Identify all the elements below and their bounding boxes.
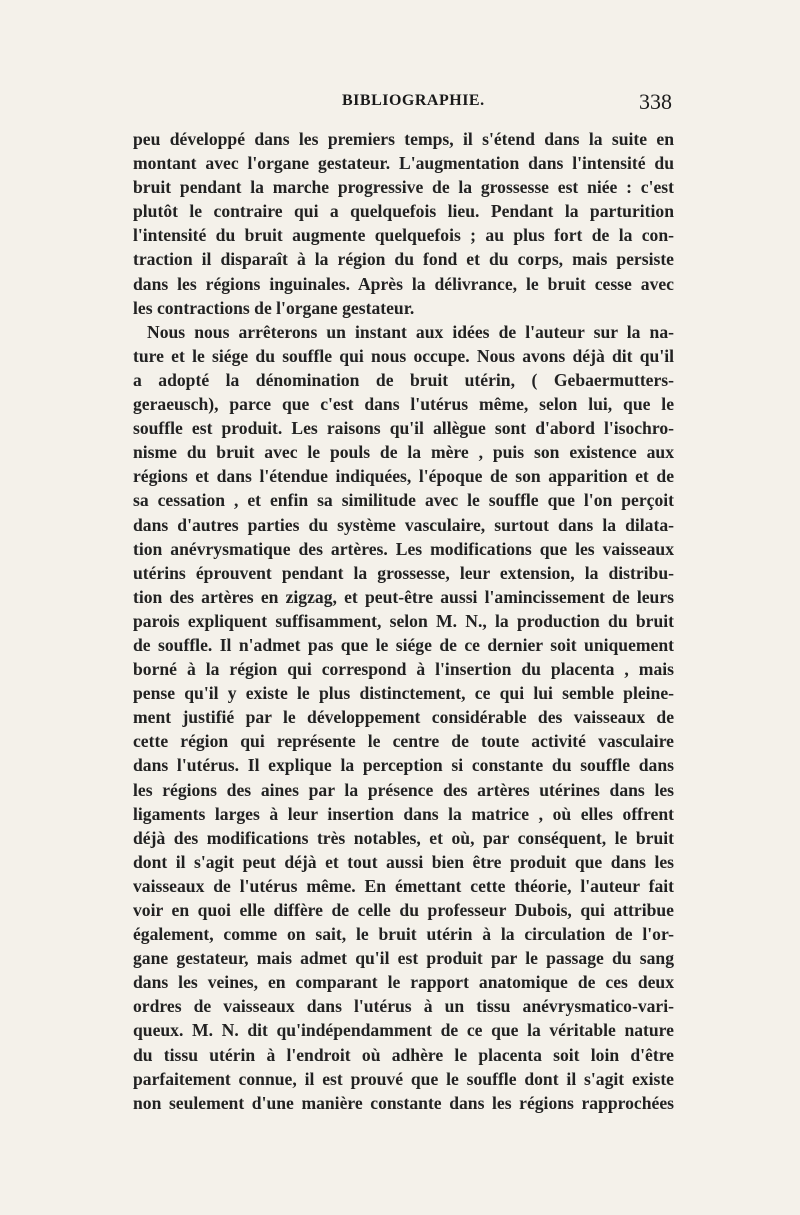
text-line: tion des artères en zigzag, et peut-être aussi l'amincissement de leurs <box>133 586 674 607</box>
text-line: ture et le siége du souffle qui nous occupe. Nous avons déjà dit qu'il <box>133 345 674 366</box>
text-line: utérins éprouvent pendant la grossesse, leur extension, la distribu- <box>133 562 674 583</box>
text-line: vaisseaux de l'utérus même. En émettant cette théorie, l'auteur fait <box>133 875 674 896</box>
text-line: dont il s'agit peut déjà et tout aussi bien être produit que dans les <box>133 851 674 872</box>
text-line: du tissu utérin à l'endroit où adhère le placenta soit loin d'être <box>133 1044 674 1065</box>
body-text <box>133 127 674 1115</box>
text-line: a adopté la dénomination de bruit utérin, ( Gebaermutters- <box>133 369 674 390</box>
text-line: peu développé dans les premiers temps, il s'étend dans la suite en <box>133 129 674 149</box>
text-line: ordres de vaisseaux dans l'utérus à un tissu anévrysmatico-vari- <box>133 996 674 1017</box>
text-line: dans les régions inguinales. Après la délivrance, le bruit cesse avec <box>133 273 674 294</box>
text-line: cette région qui représente le centre de toute activité vasculaire <box>133 731 674 752</box>
text-line: parois expliquent suffisamment, selon M. N., la production du bruit <box>133 610 674 631</box>
text-line: ment justifié par le développement considérable des vaisseaux de <box>133 707 674 728</box>
text-line: Nous nous arrêterons un instant aux idées de l'auteur sur la na- <box>147 321 674 342</box>
text-line: pense qu'il y existe le plus distinctement, ce qui lui semble pleine- <box>133 683 674 704</box>
text-line: bruit pendant la marche progressive de la grossesse est niée : c'est <box>133 177 674 198</box>
text-line: dans les veines, en comparant le rapport anatomique de ces deux <box>133 972 674 993</box>
text-line: borné à la région qui correspond à l'insertion du placenta , mais <box>133 659 674 680</box>
text-line: parfaitement connue, il est prouvé que le souffle dont il s'agit existe <box>133 1068 674 1089</box>
text-line: montant avec l'organe gestateur. L'augmentation dans l'intensité du <box>133 153 674 174</box>
text-line: tion anévrysmatique des artères. Les modifications que les vaisseaux <box>133 538 674 559</box>
text-line: ligaments larges à leur insertion dans la matrice , où elles offrent <box>133 803 674 824</box>
text-line: les régions des aines par la présence des artères utérines dans les <box>133 779 674 800</box>
text-line: souffle est produit. Les raisons qu'il allègue sont d'abord l'isochro- <box>133 418 674 439</box>
text-line: plutôt le contraire qui a quelquefois lieu. Pendant la parturition <box>133 201 674 222</box>
text-line: queux. M. N. dit qu'indépendamment de ce que la véritable nature <box>133 1020 674 1041</box>
text-line: également, comme on sait, le bruit utérin à la circulation de l'or- <box>133 924 674 945</box>
text-line: dans d'autres parties du système vasculaire, surtout dans la dilata- <box>133 514 674 535</box>
page-header <box>135 89 672 116</box>
text-line: gane gestateur, mais admet qu'il est produit par le passage du sang <box>133 948 674 969</box>
text-line: dans l'utérus. Il explique la perception si constante du souffle dans <box>133 755 674 776</box>
text-line: l'intensité du bruit augmente quelquefois ; au plus fort de la con- <box>133 225 674 246</box>
page-number: 338 <box>639 89 672 114</box>
text-line: voir en quoi elle diffère de celle du professeur Dubois, qui attribue <box>133 900 674 920</box>
text-line: les contractions de l'organe gestateur. <box>133 297 415 318</box>
text-line: de souffle. Il n'admet pas que le siége de ce dernier soit uniquement <box>133 634 674 655</box>
text-line: traction il disparaît à la région du fond et du corps, mais persiste <box>133 249 674 270</box>
text-line: non seulement d'une manière constante dans les régions rapprochées <box>133 1092 674 1113</box>
running-title: BIBLIOGRAPHIE. <box>342 92 485 109</box>
text-line: nisme du bruit avec le pouls de la mère , puis son existence aux <box>133 442 674 463</box>
text-line: déjà des modifications très notables, et où, par conséquent, le bruit <box>133 827 674 848</box>
text-line: sa cessation , et enfin sa similitude avec le souffle que l'on perçoit <box>133 490 674 511</box>
text-line: régions et dans l'étendue indiquées, l'époque de son apparition et de <box>133 466 674 487</box>
text-line: geraeusch), parce que c'est dans l'utérus même, selon lui, que le <box>133 394 674 415</box>
